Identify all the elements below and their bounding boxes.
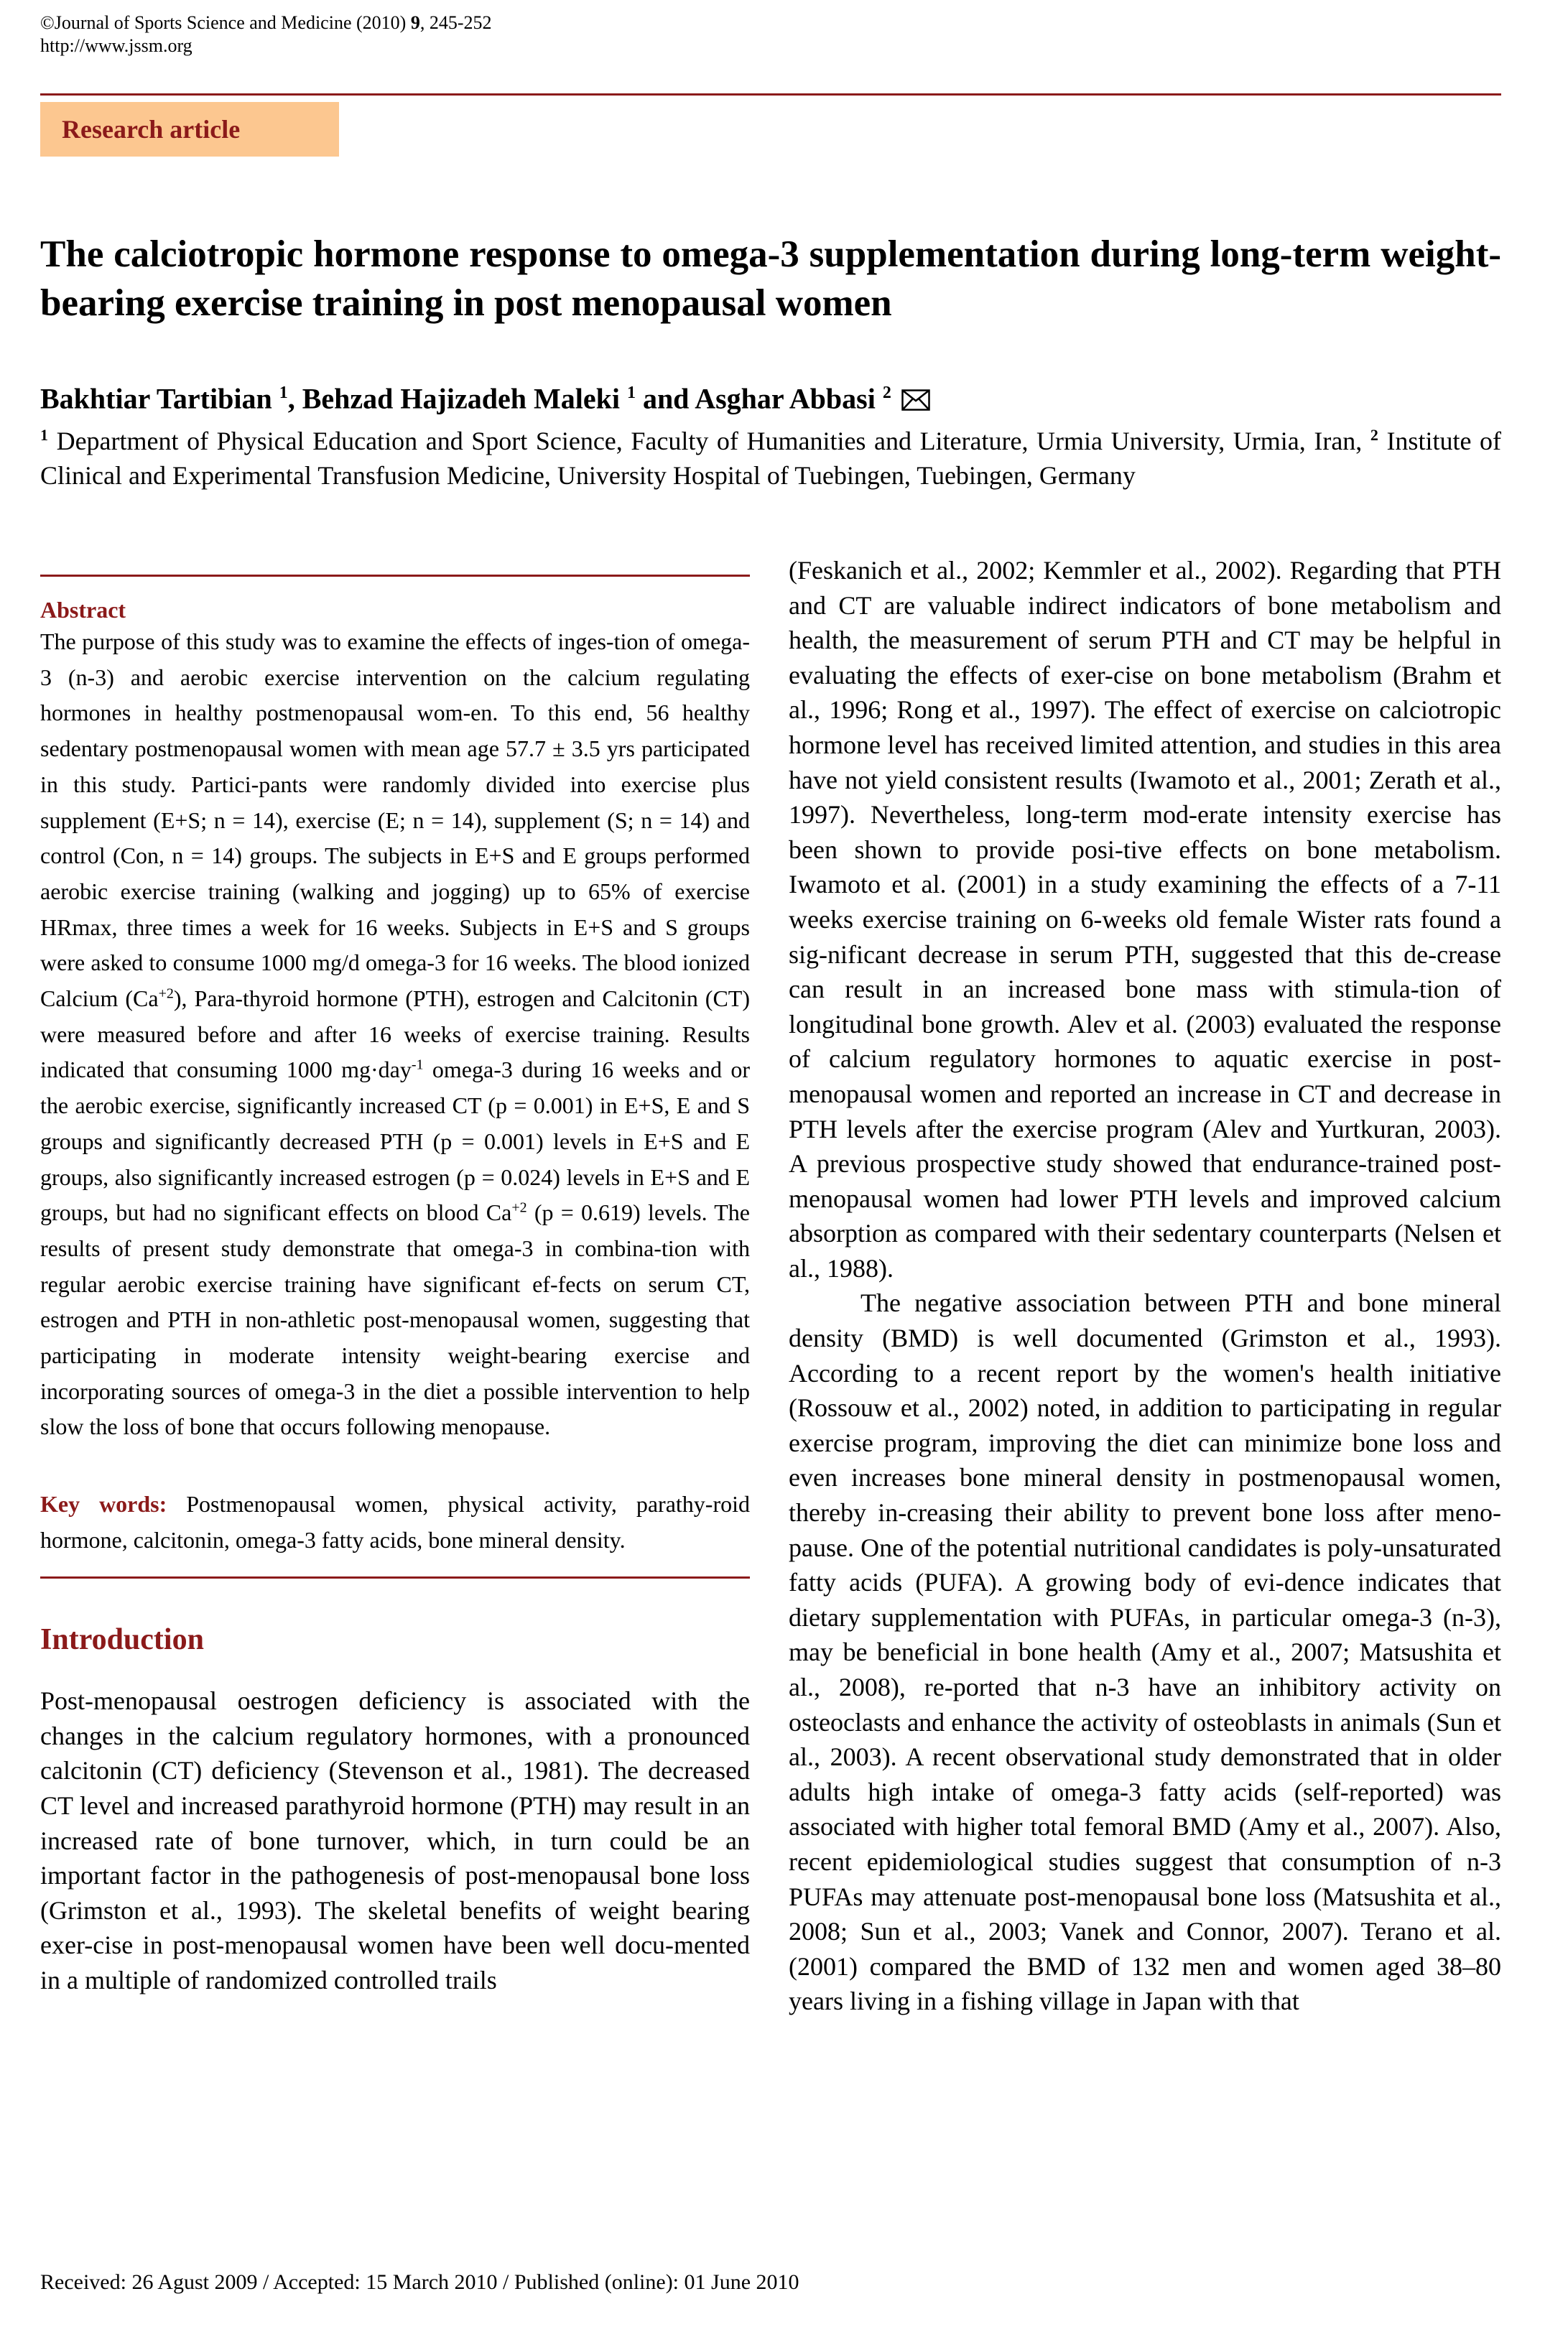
article-title: The calciotropic hormone response to omega-3 supplementation during long-term weight-bearing exercise training in post menopausal women	[40, 233, 1501, 324]
abstract-heading: Abstract	[40, 597, 126, 623]
envelope-icon[interactable]	[901, 384, 930, 419]
affiliation-marker: 2	[882, 384, 891, 402]
left-column	[40, 575, 750, 1998]
keywords	[40, 1487, 750, 1558]
abstract-bottom-rule	[40, 1576, 750, 1579]
body-paragraph: The negative association between PTH and bone mineral density (BMD) is well documented (Grimston et al., 1993). According to a recent report by the women's health initiative (Rossouw et al., 2002) noted, in addition to participating in regular exercise program, improving the diet can minimize bone loss and even increases bone mineral density in postmenopausal women, thereby in-creasing their ability to prevent bone loss after meno-pause. One of the potential nutritional candidates is poly-unsaturated fatty acids (PUFA). A growing body of evi-dence indicates that dietary supplementation with PUFAs, in particular omega-3 (n-3), may be beneficial in bone health (Amy et al., 2007; Matsushita et al., 2008), re-ported that n-3 have an inhibitory activity on osteoclasts and enhance the activity of osteoblasts in animals (Sun et al., 2003). A recent observational study demonstrated that in older adults high intake of omega-3 fatty acids (self-reported) was associated with higher total femoral BMD (Amy et al., 2007). Also, recent epidemiological studies suggest that consumption of n-3 PUFAs may attenuate post-menopausal bone loss (Matsushita et al., 2008; Sun et al., 2003; Vanek and Connor, 2007). Terano et al. (2001) compared the BMD of 132 men and women aged 38–80 years living in a fishing village in Japan with that	[789, 1288, 1501, 2016]
affiliation-marker: 1	[40, 426, 48, 444]
introduction-heading: Introduction	[40, 1623, 204, 1657]
journal-url[interactable]: http://www.jssm.org	[40, 35, 192, 56]
header-divider	[40, 93, 1501, 96]
author-name: and Asghar Abbasi	[635, 382, 883, 415]
article-type-badge: Research article	[40, 102, 339, 157]
affiliation-marker: 1	[626, 384, 636, 402]
author-list	[40, 375, 930, 419]
publication-dates: Received: 26 Agust 2009 / Accepted: 15 March 2010 / Published (online): 01 June 2010	[40, 2270, 799, 2294]
affiliation-text: Institute of Clinical and Experimental Transfusion Medicine, University Hospital of Tuebingen, Tuebingen, Germany	[40, 427, 1501, 490]
affiliations	[40, 418, 1501, 493]
keywords-label: Key words:	[40, 1491, 167, 1518]
affiliation-marker: 1	[279, 384, 288, 402]
abstract-text: The purpose of this study was to examine the effects of inges-tion of omega-3 (n-3) and aerobic exercise intervention on the calcium regulating hormones in healthy postmenopausal wom-en. To this end, 56 healthy sedentary postmenopausal women with mean age 57.7 ± 3.5 yrs participated in this study. Partici-pants were randomly divided into exercise plus supplement (E+S; n = 14), exercise (E; n = 14), supplement (S; n = 14) and control (Con, n = 14) groups. The subjects in E+S and E groups performed aerobic exercise training (walking and jogging) up to 65% of exercise HRmax, three times a week for 16 weeks. Subjects in E+S and S groups were asked to consume 1000 mg/d omega-3 for 16 weeks. The blood ionized Calcium $(Ca^{+2})$, Para-thyroid hormone (PTH), estrogen and Calcitonin (CT) were measured before and after 16 weeks of exercise training. Results indicated that consuming 1000 mg·day$^{-1}$ omega-3 during 16 weeks and or the aerobic exercise, significantly increased CT (p = 0.001) in E+S, E and S groups and significantly decreased PTH (p = 0.001) levels in E+S and E groups, also significantly increased estrogen (p = 0.024) levels in E+S and E groups, but had no significant effects on blood $Ca^{+2}$ (p = 0.619) levels. The results of present study demonstrate that omega-3 in combina-tion with regular aerobic exercise training have significant ef-fects on serum CT, estrogen and PTH in non-athletic post-menopausal women, suggesting that participating in moderate intensity weight-bearing exercise and incorporating sources of omega-3 in the diet a possible intervention to help slow the loss of bone that occurs following menopause.	[40, 628, 751, 1440]
affiliation-marker: 2	[1370, 426, 1378, 444]
body-paragraph: (Feskanich et al., 2002; Kemmler et al., 2002). Regarding that PTH and CT are valuable indirect indicators of bone metabolism and health, the measurement of serum PTH and CT may be helpful in evaluating the effects of exer-cise on bone metabolism (Brahm et al., 1996; Rong et al., 1997). The effect of exercise on calciotropic hormone level has received limited attention, and studies in this area have not yield consistent results (Iwamoto et al., 2001; Zerath et al., 1997). Nevertheless, long-term mod-erate intensity exercise has been shown to provide posi-tive effects on bone metabolism. Iwamoto et al. (2001) in a study examining the effects of a 7-11 weeks exercise training on 6-weeks old female Wister rats found a sig-nificant decrease in serum PTH, suggested that this de-crease can result in an increased bone mass with stimula-tion of longitudinal bone growth. Alev et al. (2003) evaluated the response of calcium regulatory hormones to aquatic exercise in post-menopausal women and reported an increase in CT and decrease in PTH levels after the exercise program (Alev and Yurtkuran, 2003). A previous prospective study showed that endurance-trained post-menopausal women had lower PTH levels and improved calcium absorption as compared with their sedentary counterparts (Nelsen et al., 1988).	[789, 556, 1501, 1283]
affiliation-text: Department of Physical Education and Sport Science, Faculty of Humanities and Literature, Urmia University, Urmia, Iran,	[48, 427, 1370, 455]
abstract-top-rule	[40, 575, 750, 577]
journal-header	[40, 11, 491, 57]
right-column	[789, 553, 1501, 2019]
author-name: , Behzad Hajizadeh Maleki	[287, 382, 627, 415]
introduction-paragraph: Post-menopausal oestrogen deficiency is associated with the changes in the calcium regulatory hormones, with a pronounced calcitonin (CT) deficiency (Stevenson et al., 1981). The decreased CT level and increased parathyroid hormone (PTH) may result in an increased rate of bone turnover, which, in turn could be an important factor in the pathogenesis of post-menopausal bone loss (Grimston et al., 1993). The skeletal benefits of weight bearing exer-cise in post-menopausal women have been well docu-mented in a multiple of randomized controlled trails	[40, 1686, 750, 1994]
author-name: Bakhtiar Tartibian	[40, 382, 279, 415]
keywords-text: Postmenopausal women, physical activity, parathy-roid hormone, calcitonin, omega-3 fatty acids, bone mineral density.	[40, 1491, 750, 1553]
journal-citation: ©Journal of Sports Science and Medicine (2010) 9, 245-252	[40, 12, 492, 33]
